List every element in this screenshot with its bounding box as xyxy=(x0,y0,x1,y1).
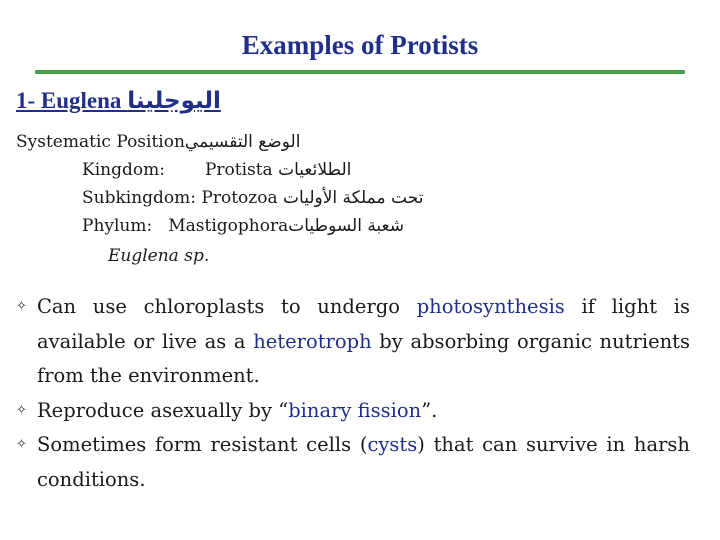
slide-title: Examples of Protists xyxy=(241,30,479,60)
bullet-item xyxy=(16,428,690,497)
section-heading xyxy=(16,88,221,114)
highlight-term: photosynthesis xyxy=(416,295,565,318)
heading-label: 1- Euglena xyxy=(16,88,122,113)
bullet-text: by absorbing organic nutrients from the environment. xyxy=(37,329,691,387)
systematic-label: Systematic Position xyxy=(16,132,185,152)
highlight-term: binary fission xyxy=(288,398,422,422)
species-name: Euglena sp. xyxy=(108,246,210,266)
phylum-row xyxy=(82,216,404,236)
systematic-arabic: الوضع التقسيمي xyxy=(184,132,301,152)
wingding-bullet-icon: ✧ xyxy=(16,437,27,452)
wingding-bullet-icon: ✧ xyxy=(16,299,27,314)
phylum-arabic: شعبة السوطيات xyxy=(288,216,405,236)
phylum-label: Phylum: xyxy=(82,216,153,236)
highlight-term: cysts xyxy=(367,433,418,456)
kingdom-arabic: الطلائعيات xyxy=(278,160,352,180)
wingding-bullet-icon: ✧ xyxy=(16,402,27,418)
subkingdom-label: Subkingdom: xyxy=(82,188,197,208)
bullet-text: Sometimes form resistant cells ( xyxy=(37,433,368,456)
bullet-text: if light is available or live as a xyxy=(37,295,690,353)
subkingdom-row xyxy=(82,188,423,208)
kingdom-label: Kingdom: xyxy=(82,160,165,180)
heading-arabic: اليوجلينا xyxy=(127,88,221,114)
subkingdom-arabic: تحت مملكة الأوليات xyxy=(283,188,424,208)
bullet-item xyxy=(16,290,690,394)
phylum-value: Mastigophora xyxy=(168,216,289,236)
bullet-text: Can use chloroplasts to undergo xyxy=(37,295,417,318)
bullet-text: ) that can survive in harsh conditions. xyxy=(37,433,690,491)
systematic-position xyxy=(16,132,300,152)
bullet-list xyxy=(16,290,690,497)
title-divider xyxy=(35,70,685,74)
highlight-term: heterotroph xyxy=(253,329,372,353)
bullet-text: Reproduce asexually by “ xyxy=(37,398,289,422)
subkingdom-value: Protozoa xyxy=(201,188,278,208)
kingdom-value: Protista xyxy=(204,160,273,180)
kingdom-row xyxy=(82,160,351,180)
bullet-text: ”. xyxy=(421,398,438,422)
bullet-item xyxy=(16,394,690,429)
